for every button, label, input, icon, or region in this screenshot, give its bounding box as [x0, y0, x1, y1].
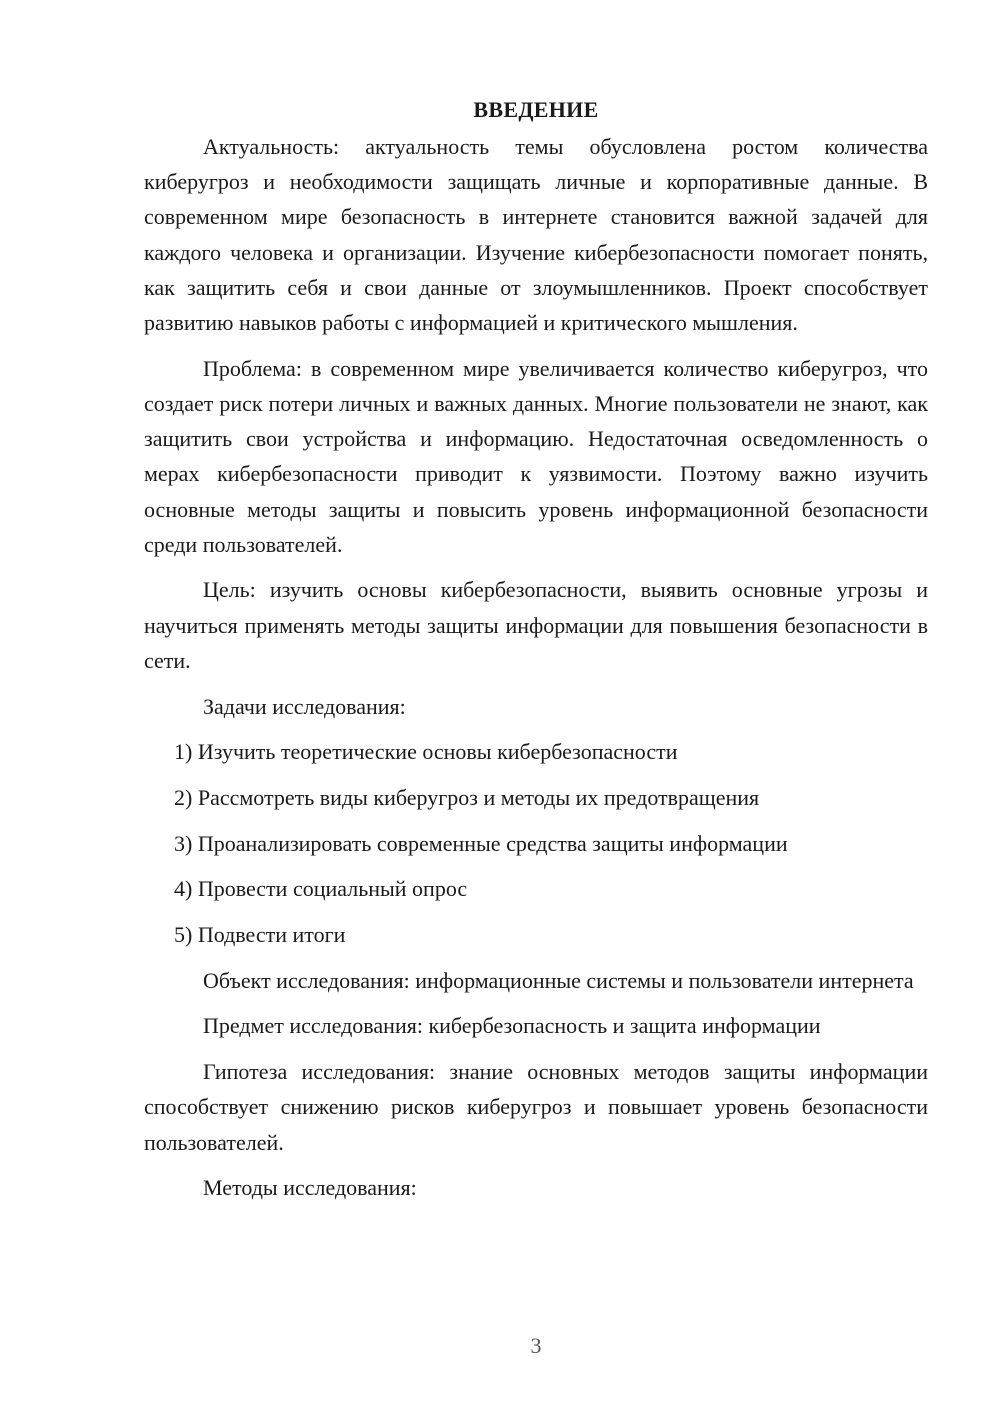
- problem-paragraph: Проблема: в современном мире увеличивается количество киберугроз, что создает риск потери личных и важных данных. Многие пользователи не знают, как защитить свои устройства и информацию. Недостаточная осведомленность о мерах кибербезопасности приводит к уязвимости. Поэтому важно изучить основные методы защиты и повысить уровень информационной безопасности среди пользователей.: [144, 355, 928, 557]
- list-item-text: Провести социальный опрос: [197, 876, 468, 902]
- list-item: [144, 917, 928, 952]
- list-item: [144, 734, 928, 769]
- section-heading: ВВЕДЕНИЕ: [473, 97, 599, 122]
- list-item-number: 1): [174, 739, 193, 765]
- list-item-text: Изучить теоретические основы кибербезопасности: [197, 739, 678, 765]
- goal-paragraph: Цель: изучить основы кибербезопасности, выявить основные угрозы и научиться применять методы защиты информации для повышения безопасности в сети.: [144, 577, 928, 673]
- tasks-list: [144, 734, 928, 952]
- list-item-text: Рассмотреть виды киберугроз и методы их предотвращения: [197, 784, 760, 810]
- list-item-number: 2): [174, 784, 193, 810]
- page-content: [144, 92, 928, 1216]
- subject-paragraph: Предмет исследования: кибербезопасность и защита информации: [203, 1013, 821, 1039]
- list-item-number: 5): [174, 922, 193, 948]
- list-item: [144, 871, 928, 906]
- list-item-text: Подвести итоги: [197, 922, 346, 948]
- list-item-number: 3): [174, 830, 193, 856]
- tasks-title: Задачи исследования:: [203, 693, 406, 719]
- list-item-text: Проанализировать современные средства защиты информации: [197, 830, 788, 856]
- list-item: [144, 780, 928, 815]
- relevance-paragraph: Актуальность: актуальность темы обусловлена ростом количества киберугроз и необходимости защищать личные и корпоративные данные. В современном мире безопасность в интернете становится важной задачей для каждого человека и организации. Изучение кибербезопасности помогает понять, как защитить себя и свои данные от злоумышленников. Проект способствует развитию навыков работы с информацией и критического мышления.: [144, 134, 928, 336]
- page-number: 3: [530, 1333, 542, 1358]
- hypothesis-paragraph: Гипотеза исследования: знание основных методов защиты информации способствует снижению рисков киберугроз и повышает уровень безопасности пользователей.: [144, 1059, 928, 1155]
- list-item-number: 4): [174, 876, 193, 902]
- list-item: [144, 826, 928, 861]
- object-paragraph: Объект исследования: информационные системы и пользователи интернета: [203, 967, 914, 993]
- methods-title: Методы исследования:: [203, 1175, 417, 1201]
